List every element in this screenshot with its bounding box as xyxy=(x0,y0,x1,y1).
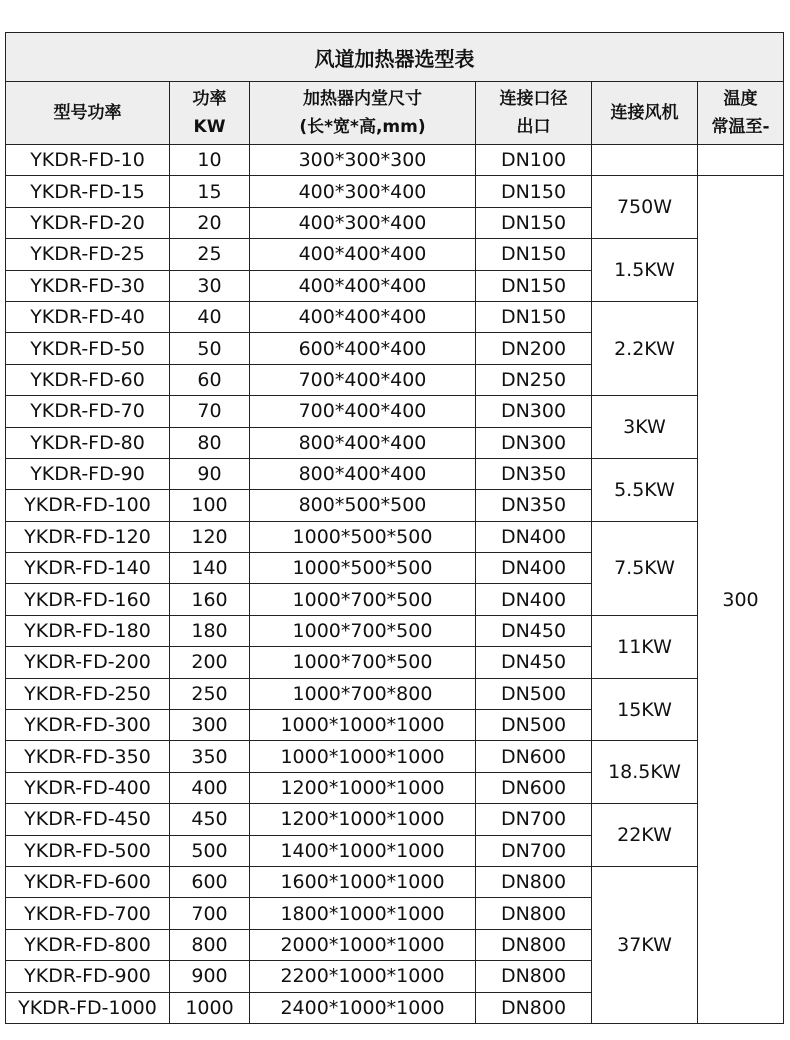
port-cell: DN450 xyxy=(476,647,592,678)
power-cell: 400 xyxy=(170,772,250,803)
port-cell: DN800 xyxy=(476,992,592,1023)
port-cell: DN150 xyxy=(476,270,592,301)
power-cell: 60 xyxy=(170,364,250,395)
model-cell: YKDR-FD-25 xyxy=(6,239,170,270)
port-cell: DN350 xyxy=(476,458,592,489)
table-row xyxy=(6,176,784,207)
port-cell: DN600 xyxy=(476,772,592,803)
power-cell: 1000 xyxy=(170,992,250,1023)
size-cell: 2200*1000*1000 xyxy=(250,961,476,992)
size-cell: 1200*1000*1000 xyxy=(250,772,476,803)
power-cell: 25 xyxy=(170,239,250,270)
port-cell: DN600 xyxy=(476,741,592,772)
size-cell: 400*300*400 xyxy=(250,207,476,238)
size-cell: 1000*700*500 xyxy=(250,615,476,646)
model-cell: YKDR-FD-350 xyxy=(6,741,170,772)
size-cell: 800*500*500 xyxy=(250,490,476,521)
size-cell: 2400*1000*1000 xyxy=(250,992,476,1023)
size-cell: 1000*1000*1000 xyxy=(250,710,476,741)
power-cell: 10 xyxy=(170,145,250,176)
table-row xyxy=(6,145,784,176)
power-cell: 200 xyxy=(170,647,250,678)
table-row xyxy=(6,521,784,552)
size-cell: 700*400*400 xyxy=(250,364,476,395)
size-cell: 1000*700*500 xyxy=(250,584,476,615)
port-cell: DN100 xyxy=(476,145,592,176)
header-size xyxy=(250,82,476,145)
power-cell: 800 xyxy=(170,929,250,960)
size-cell: 800*400*400 xyxy=(250,427,476,458)
power-cell: 180 xyxy=(170,615,250,646)
fan-cell: 11KW xyxy=(592,615,698,678)
header-power-line2: KW xyxy=(193,117,226,137)
model-cell: YKDR-FD-30 xyxy=(6,270,170,301)
temp-cell: 300 xyxy=(698,176,784,1024)
size-cell: 400*300*400 xyxy=(250,176,476,207)
model-cell: YKDR-FD-800 xyxy=(6,929,170,960)
size-cell: 1000*1000*1000 xyxy=(250,741,476,772)
power-cell: 600 xyxy=(170,866,250,897)
fan-cell: 5.5KW xyxy=(592,458,698,521)
table-row xyxy=(6,458,784,489)
power-cell: 160 xyxy=(170,584,250,615)
temp-cell xyxy=(698,145,784,176)
power-cell: 700 xyxy=(170,898,250,929)
model-cell: YKDR-FD-140 xyxy=(6,553,170,584)
port-cell: DN800 xyxy=(476,898,592,929)
port-cell: DN400 xyxy=(476,584,592,615)
size-cell: 700*400*400 xyxy=(250,396,476,427)
table-row xyxy=(6,678,784,709)
power-cell: 120 xyxy=(170,521,250,552)
size-cell: 1800*1000*1000 xyxy=(250,898,476,929)
table-body xyxy=(6,145,784,1024)
power-cell: 30 xyxy=(170,270,250,301)
port-cell: DN800 xyxy=(476,961,592,992)
size-cell: 1200*1000*1000 xyxy=(250,804,476,835)
model-cell: YKDR-FD-20 xyxy=(6,207,170,238)
size-cell: 400*400*400 xyxy=(250,239,476,270)
size-cell: 400*400*400 xyxy=(250,270,476,301)
header-power-line1: 功率 xyxy=(192,89,227,109)
power-cell: 900 xyxy=(170,961,250,992)
port-cell: DN150 xyxy=(476,301,592,332)
model-cell: YKDR-FD-60 xyxy=(6,364,170,395)
size-cell: 400*400*400 xyxy=(250,301,476,332)
port-cell: DN500 xyxy=(476,710,592,741)
power-cell: 300 xyxy=(170,710,250,741)
port-cell: DN300 xyxy=(476,427,592,458)
table-row xyxy=(6,741,784,772)
fan-cell: 37KW xyxy=(592,866,698,1023)
power-cell: 250 xyxy=(170,678,250,709)
port-cell: DN250 xyxy=(476,364,592,395)
port-cell: DN150 xyxy=(476,176,592,207)
header-port-line1: 连接口径 xyxy=(499,89,568,109)
port-cell: DN800 xyxy=(476,866,592,897)
model-cell: YKDR-FD-700 xyxy=(6,898,170,929)
model-cell: YKDR-FD-160 xyxy=(6,584,170,615)
model-cell: YKDR-FD-70 xyxy=(6,396,170,427)
model-cell: YKDR-FD-40 xyxy=(6,301,170,332)
model-cell: YKDR-FD-900 xyxy=(6,961,170,992)
model-cell: YKDR-FD-400 xyxy=(6,772,170,803)
power-cell: 500 xyxy=(170,835,250,866)
model-cell: YKDR-FD-100 xyxy=(6,490,170,521)
size-cell: 1600*1000*1000 xyxy=(250,866,476,897)
table-row xyxy=(6,866,784,897)
table-title: 风道加热器选型表 xyxy=(6,33,784,82)
power-cell: 20 xyxy=(170,207,250,238)
header-fan: 连接风机 xyxy=(592,82,698,145)
power-cell: 140 xyxy=(170,553,250,584)
port-cell: DN500 xyxy=(476,678,592,709)
fan-cell xyxy=(592,145,698,176)
model-cell: YKDR-FD-450 xyxy=(6,804,170,835)
table-row xyxy=(6,301,784,332)
port-cell: DN400 xyxy=(476,553,592,584)
model-cell: YKDR-FD-10 xyxy=(6,145,170,176)
size-cell: 1400*1000*1000 xyxy=(250,835,476,866)
power-cell: 40 xyxy=(170,301,250,332)
port-cell: DN450 xyxy=(476,615,592,646)
fan-cell: 15KW xyxy=(592,678,698,741)
table-row xyxy=(6,615,784,646)
size-cell: 1000*700*500 xyxy=(250,647,476,678)
power-cell: 15 xyxy=(170,176,250,207)
model-cell: YKDR-FD-180 xyxy=(6,615,170,646)
port-cell: DN150 xyxy=(476,239,592,270)
size-cell: 1000*500*500 xyxy=(250,553,476,584)
fan-cell: 3KW xyxy=(592,396,698,459)
model-cell: YKDR-FD-1000 xyxy=(6,992,170,1023)
header-temp xyxy=(698,82,784,145)
power-cell: 450 xyxy=(170,804,250,835)
header-power xyxy=(170,82,250,145)
header-size-line2: (长*宽*高,mm) xyxy=(299,117,426,137)
model-cell: YKDR-FD-500 xyxy=(6,835,170,866)
selection-table-wrapper xyxy=(5,32,783,1024)
model-cell: YKDR-FD-600 xyxy=(6,866,170,897)
port-cell: DN150 xyxy=(476,207,592,238)
power-cell: 50 xyxy=(170,333,250,364)
power-cell: 90 xyxy=(170,458,250,489)
model-cell: YKDR-FD-300 xyxy=(6,710,170,741)
header-temp-line2: 常温至- xyxy=(711,117,770,137)
model-cell: YKDR-FD-200 xyxy=(6,647,170,678)
port-cell: DN800 xyxy=(476,929,592,960)
power-cell: 100 xyxy=(170,490,250,521)
table-row xyxy=(6,396,784,427)
fan-cell: 1.5KW xyxy=(592,239,698,302)
power-cell: 70 xyxy=(170,396,250,427)
size-cell: 1000*500*500 xyxy=(250,521,476,552)
size-cell: 600*400*400 xyxy=(250,333,476,364)
fan-cell: 7.5KW xyxy=(592,521,698,615)
size-cell: 300*300*300 xyxy=(250,145,476,176)
port-cell: DN200 xyxy=(476,333,592,364)
size-cell: 1000*700*800 xyxy=(250,678,476,709)
power-cell: 80 xyxy=(170,427,250,458)
header-port xyxy=(476,82,592,145)
header-port-line2: 出口 xyxy=(516,117,551,137)
table-row xyxy=(6,804,784,835)
table-row xyxy=(6,239,784,270)
fan-cell: 22KW xyxy=(592,804,698,867)
model-cell: YKDR-FD-250 xyxy=(6,678,170,709)
port-cell: DN700 xyxy=(476,835,592,866)
model-cell: YKDR-FD-90 xyxy=(6,458,170,489)
model-cell: YKDR-FD-120 xyxy=(6,521,170,552)
port-cell: DN400 xyxy=(476,521,592,552)
size-cell: 2000*1000*1000 xyxy=(250,929,476,960)
fan-cell: 18.5KW xyxy=(592,741,698,804)
power-cell: 350 xyxy=(170,741,250,772)
fan-cell: 2.2KW xyxy=(592,301,698,395)
selection-table xyxy=(5,32,784,1024)
fan-cell: 750W xyxy=(592,176,698,239)
model-cell: YKDR-FD-15 xyxy=(6,176,170,207)
header-size-line1: 加热器内堂尺寸 xyxy=(303,89,422,109)
model-cell: YKDR-FD-80 xyxy=(6,427,170,458)
header-temp-line1: 温度 xyxy=(723,89,758,109)
size-cell: 800*400*400 xyxy=(250,458,476,489)
model-cell: YKDR-FD-50 xyxy=(6,333,170,364)
port-cell: DN350 xyxy=(476,490,592,521)
port-cell: DN300 xyxy=(476,396,592,427)
header-model: 型号功率 xyxy=(6,82,170,145)
port-cell: DN700 xyxy=(476,804,592,835)
